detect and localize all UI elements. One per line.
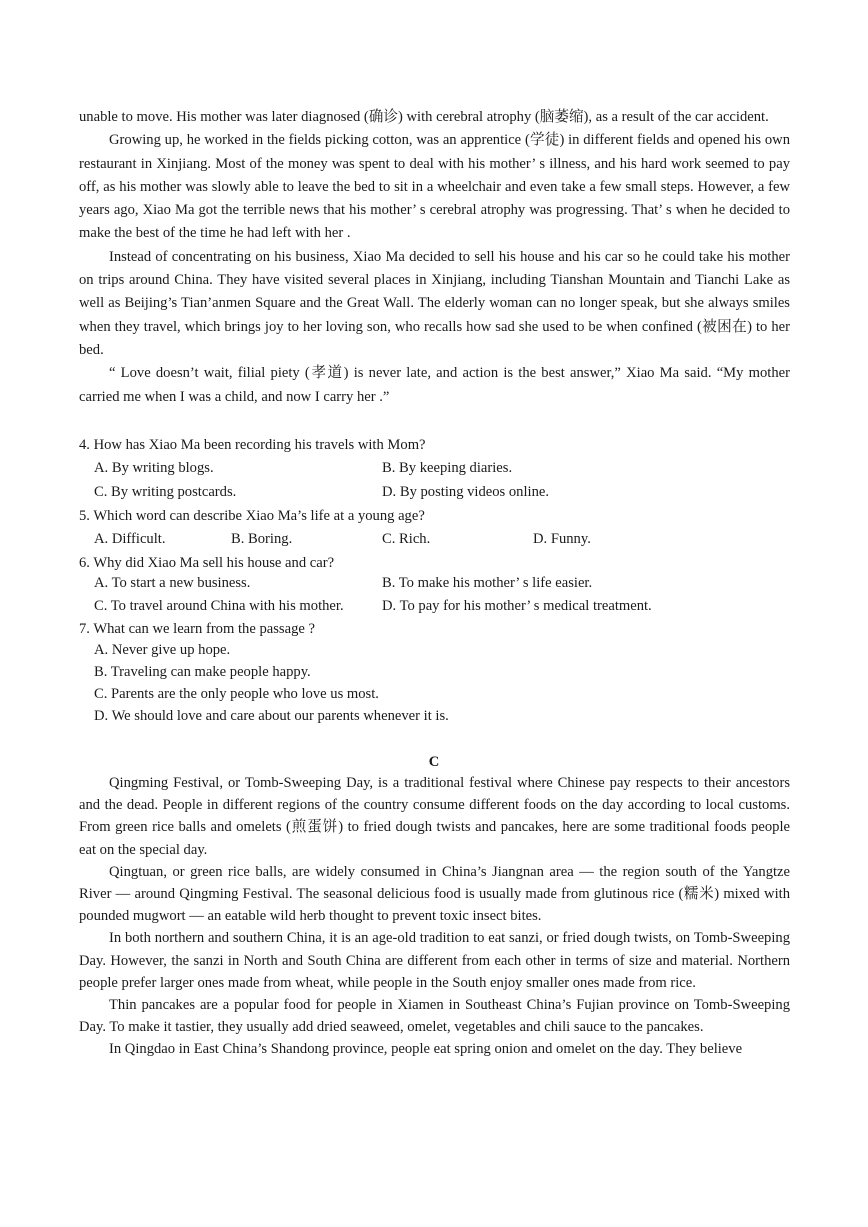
passage-c-paragraph-1: Qingming Festival, or Tomb-Sweeping Day, is a traditional festival where Chinese pay respects to their ancestors and the dead. People in different regions of the country consume different foods on the day according to local customs. From green rice balls and omelets (煎蛋饼) to fried dough twists and pancakes, here are some traditional foods people eat on the special day. <box>79 775 790 858</box>
question-7-option-c[interactable]: C. Parents are the only people who love us most. <box>94 686 379 702</box>
passage-c <box>79 772 790 1061</box>
passage-b-paragraph-4: “ Love doesn’t wait, filial piety (孝道) is never late, and action is the best answer,” Xiao Ma said. “My mother carried me when I was a child, and now I carry her .” <box>79 365 790 405</box>
passage-b-paragraph-1: unable to move. His mother was later diagnosed (确诊) with cerebral atrophy (脑萎缩), as a result of the car accident. <box>79 109 769 125</box>
question-5-option-b[interactable]: B. Boring. <box>231 531 293 547</box>
question-4-option-b[interactable]: B. By keeping diaries. <box>382 460 513 476</box>
passage-b <box>79 106 790 409</box>
passage-c-paragraph-5: In Qingdao in East China’s Shandong province, people eat spring onion and omelet on the day. They believe <box>109 1041 743 1058</box>
passage-c-paragraph-4: Thin pancakes are a popular food for people in Xiamen in Southeast China’s Fujian province on Tomb-Sweeping Day. To make it tastier, they usually add dried seaweed, omelet, vegetables and chili sauce to the pancakes. <box>79 997 790 1036</box>
section-c-heading: C <box>428 754 440 770</box>
passage-c-paragraph-3: In both northern and southern China, it is an age-old tradition to eat sanzi, or fried dough twists, on Tomb-Sweeping Day. However, the sanzi in North and South China are different from each other in terms of size and material. Northern people prefer larger ones made from wheat, while people in the South enjoy smaller ones made from rice. <box>79 930 790 991</box>
question-4-option-c[interactable]: C. By writing postcards. <box>94 484 237 500</box>
question-7-option-a[interactable]: A. Never give up hope. <box>94 642 231 658</box>
question-6-option-c[interactable]: C. To travel around China with his mother. <box>94 598 344 614</box>
passage-b-paragraph-3: Instead of concentrating on his business, Xiao Ma decided to sell his house and his car so he could take his mother on trips around China. They have visited several places in Xinjiang, including Tianshan Mountain and Tianchi Lake as well as Beijing’s Tian’anmen Square and the Great Wall. The elderly woman can no longer speak, but she always smiles when they travel, which brings joy to her loving son, who recalls how sad she used to be when confined (被困在) to her bed. <box>79 248 790 358</box>
question-7-option-d[interactable]: D. We should love and care about our parents whenever it is. <box>94 708 449 724</box>
question-7-option-b[interactable]: B. Traveling can make people happy. <box>94 664 311 680</box>
question-5-option-a[interactable]: A. Difficult. <box>94 531 166 547</box>
question-6-option-a[interactable]: A. To start a new business. <box>94 575 251 591</box>
question-4-stem: 4. How has Xiao Ma been recording his travels with Mom? <box>79 437 426 453</box>
passage-c-paragraph-2: Qingtuan, or green rice balls, are widely consumed in China’s Jiangnan area — the region south of the Yangtze River — around Qingming Festival. The seasonal delicious food is usually made from glutinous rice (糯米) mixed with pounded mugwort — an eatable wild herb thought to prevent toxic insect bites. <box>79 863 790 925</box>
question-4-option-a[interactable]: A. By writing blogs. <box>94 460 214 476</box>
question-6-option-b[interactable]: B. To make his mother’ s life easier. <box>382 575 593 591</box>
question-5-option-d[interactable]: D. Funny. <box>533 531 591 547</box>
question-7-stem: 7. What can we learn from the passage ? <box>79 621 315 637</box>
question-5-option-c[interactable]: C. Rich. <box>382 531 431 547</box>
question-5-stem: 5. Which word can describe Xiao Ma’s life at a young age? <box>79 508 425 524</box>
question-4-option-d[interactable]: D. By posting videos online. <box>382 484 550 500</box>
question-6-option-d[interactable]: D. To pay for his mother’ s medical treatment. <box>382 598 652 614</box>
passage-b-paragraph-2: Growing up, he worked in the fields picking cotton, was an apprentice (学徒) in different fields and opened his own restaurant in Xinjiang. Most of the money was spent to deal with his mother’ s illness, and his hard work seemed to pay off, as his mother was slowly able to leave the bed to sit in a wheelchair and even take a few small steps. However, a few years ago, Xiao Ma got the terrible news that his mother’ s cerebral atrophy was progressing. That’ s when he decided to make the best of the time he had left with her . <box>79 132 790 242</box>
question-6-stem: 6. Why did Xiao Ma sell his house and car? <box>79 555 335 571</box>
